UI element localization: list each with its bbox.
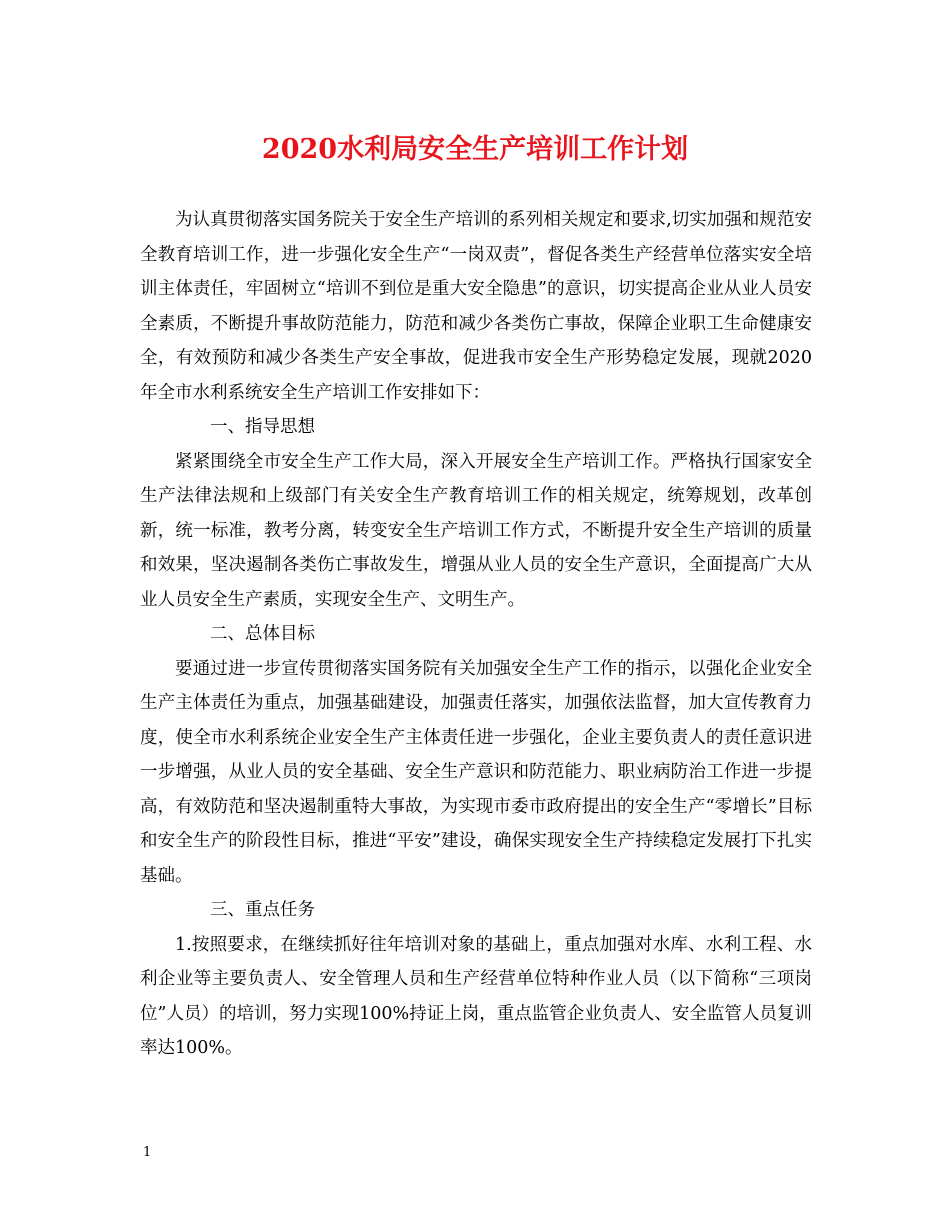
section-heading-guiding-ideology: 一、指导思想 [210, 417, 315, 437]
section-paragraph-guiding-ideology: 紧紧围绕全市安全生产工作大局，深入开展安全生产培训工作。严格执行国家安全生产法律法规和上级部门有关安全生产教育培训工作的相关规定，统筹规划，改革创新，统一标准，教考分离，转变安全生产培训工作方式，不断提升安全生产培训的质量和效果，坚决遏制各类伤亡事故发生，增强从业人员的安全生产意识，全面提高广大从业人员安全生产素质，实现安全生产、文明生产。 [140, 451, 812, 610]
section-heading-key-tasks: 三、重点任务 [210, 900, 315, 920]
section-paragraph-key-tasks-1: 1.按照要求，在继续抓好往年培训对象的基础上，重点加强对水库、水利工程、水利企业等主要负责人、安全管理人员和生产经营单位特种作业人员（以下简称“三项岗位”人员）的培训，努力实现100%持证上岗，重点监管企业负责人、安全监管人员复训率达100%。 [140, 934, 812, 1058]
section-heading-overall-goals: 二、总体目标 [210, 624, 315, 644]
document-title: 2020水利局安全生产培训工作计划 [261, 134, 689, 165]
page-number: 1 [143, 1145, 152, 1160]
document-body [140, 203, 812, 1066]
section-paragraph-overall-goals: 要通过进一步宣传贯彻落实国务院有关加强安全生产工作的指示，以强化企业安全生产主体责任为重点，加强基础建设，加强责任落实，加强依法监督，加大宣传教育力度，使全市水利系统企业安全生产主体责任进一步强化，企业主要负责人的责任意识进一步增强，从业人员的安全基础、安全生产意识和防范能力、职业病防治工作进一步提高，有效防范和坚决遏制重特大事故，为实现市委市政府提出的安全生产“零增长”目标和安全生产的阶段性目标，推进“平安”建设，确保实现安全生产持续稳定发展打下扎实基础。 [140, 658, 812, 886]
intro-paragraph: 为认真贯彻落实国务院关于安全生产培训的系列相关规定和要求,切实加强和规范安全教育培训工作，进一步强化安全生产“一岗双责”，督促各类生产经营单位落实安全培训主体责任，牢固树立“培训不到位是重大安全隐患”的意识，切实提高企业从业人员安全素质，不断提升事故防范能力，防范和减少各类伤亡事故，保障企业职工生命健康安全，有效预防和减少各类生产安全事故，促进我市安全生产形势稳定发展，现就2020年全市水利系统安全生产培训工作安排如下： [140, 210, 812, 403]
